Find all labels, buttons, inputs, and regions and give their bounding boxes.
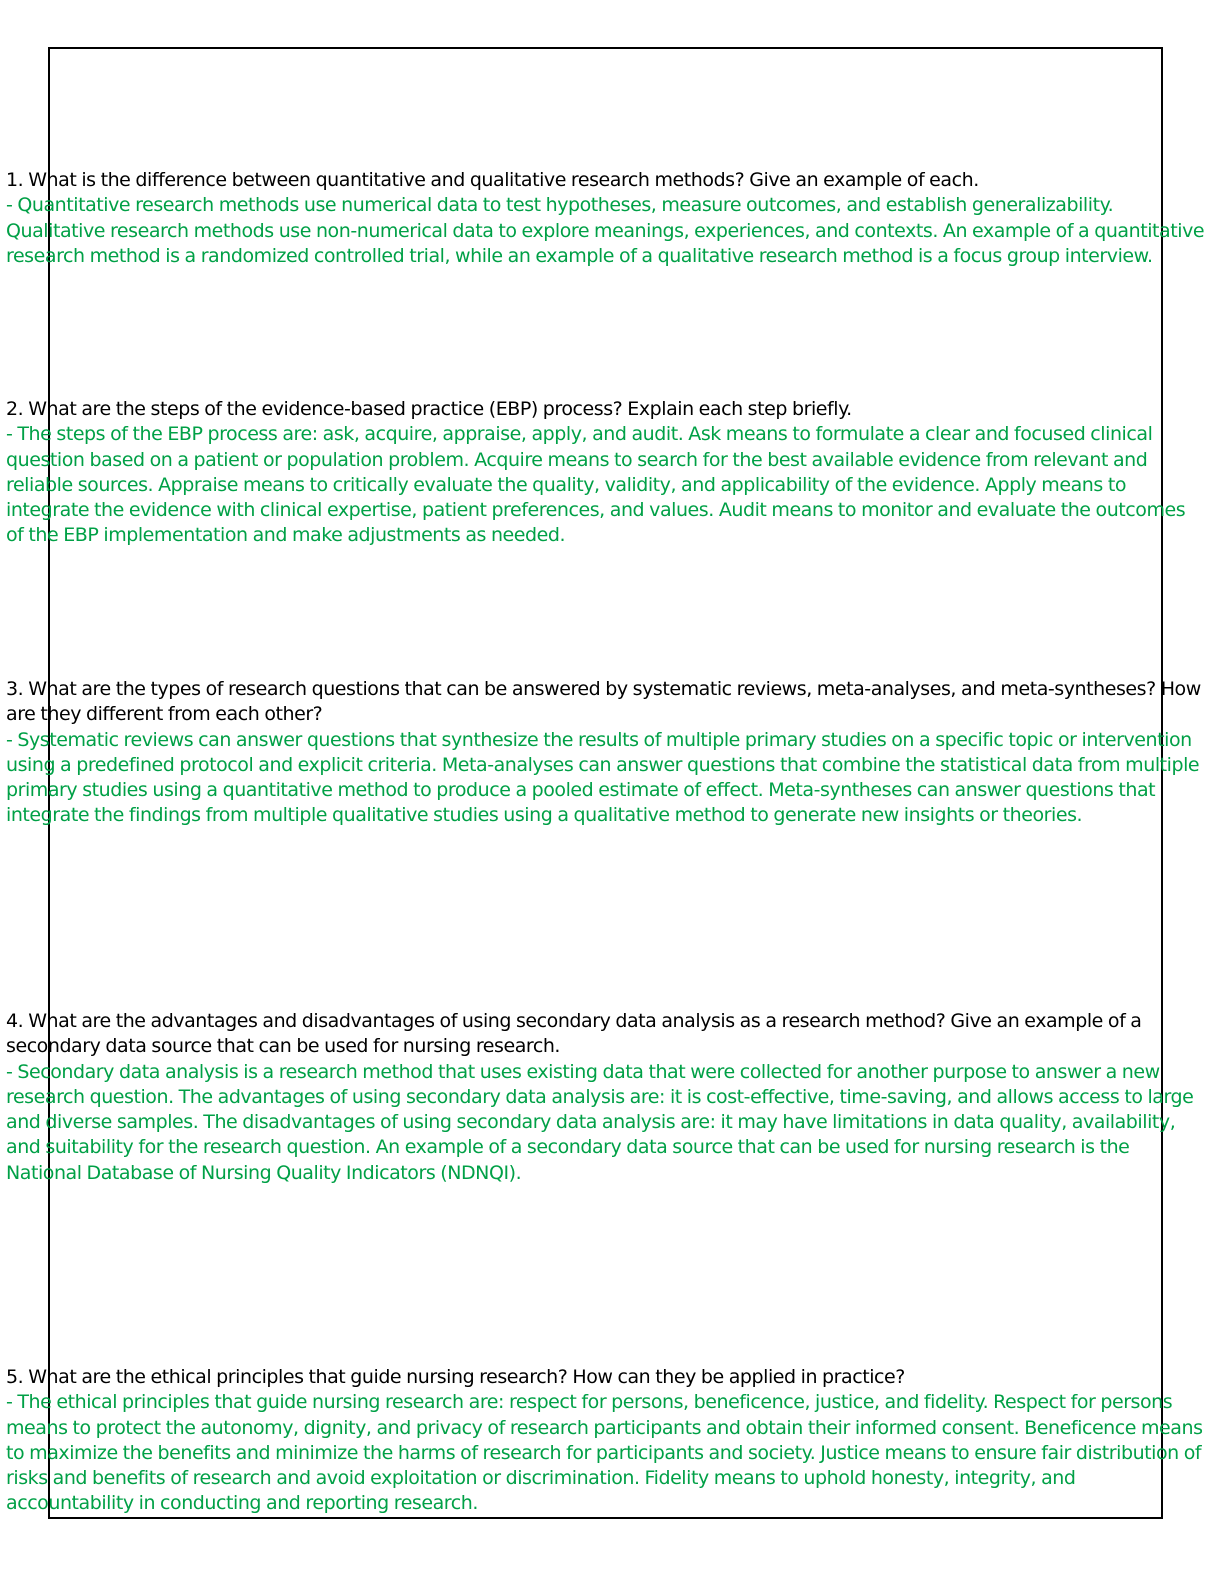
question-2: 2. What are the steps of the evidence-based practice (EBP) process? Explain each step briefly. <box>6 398 852 420</box>
qa-block-2 <box>6 397 1206 549</box>
question-1: 1. What is the difference between quantitative and qualitative research methods? Give an example of each. <box>6 169 979 191</box>
question-4: 4. What are the advantages and disadvantages of using secondary data analysis as a research method? Give an example of a secondary data source that can be used for nursing research. <box>6 1010 1142 1058</box>
answer-2: - The steps of the EBP process are: ask, acquire, appraise, apply, and audit. Ask means to formulate a clear and focused clinical question based on a patient or population problem. Acquire means to search for the best available evidence from relevant and reliable sources. Appraise means to critically evaluate the quality, validity, and applicability of the evidence. Apply means to integrate the evidence with clinical expertise, patient preferences, and values. Audit means to monitor and evaluate the outcomes of the EBP implementation and make adjustments as needed. <box>6 423 1186 547</box>
qa-block-4 <box>6 1009 1206 1186</box>
answer-1: - Quantitative research methods use numerical data to test hypotheses, measure outcomes, and establish generalizability. Qualitative research methods use non-numerical data to explore meanings, experiences, and contexts. An example of a quantitative research method is a randomized controlled trial, while an example of a qualitative research method is a focus group interview. <box>6 194 1205 267</box>
answer-4: - Secondary data analysis is a research method that uses existing data that were collected for another purpose to answer a new research question. The advantages of using secondary data analysis are: it is cost-effective, time-saving, and allows access to large and diverse samples. The disadvantages of using secondary data analysis are: it may have limitations in data quality, availability, and suitability for the research question. An example of a secondary data source that can be used for nursing research is the National Database of Nursing Quality Indicators (NDNQI). <box>6 1060 1194 1184</box>
qa-block-3 <box>6 677 1206 829</box>
question-3: 3. What are the types of research questions that can be answered by systematic reviews, meta-analyses, and meta-syntheses? How are they different from each other? <box>6 678 1201 726</box>
answer-3: - Systematic reviews can answer questions that synthesize the results of multiple primary studies on a specific topic or intervention using a predefined protocol and explicit criteria. Meta-analyses can answer questions that combine the statistical data from multiple primary studies using a quantitative method to produce a pooled estimate of effect. Meta-syntheses can answer questions that integrate the findings from multiple qualitative studies using a qualitative method to generate new insights or theories. <box>6 728 1200 827</box>
qa-block-1 <box>6 168 1206 269</box>
question-5: 5. What are the ethical principles that guide nursing research? How can they be applied in practice? <box>6 1366 905 1388</box>
answer-5: - The ethical principles that guide nursing research are: respect for persons, beneficence, justice, and fidelity. Respect for persons means to protect the autonomy, dignity, and privacy of research participants and obtain their informed consent. Beneficence means to maximize the benefits and minimize the harms of research for participants and society. Justice means to ensure fair distribution of risks and benefits of research and avoid exploitation or discrimination. Fidelity means to uphold honesty, integrity, and accountability in conducting and reporting research. <box>6 1391 1203 1515</box>
qa-block-5 <box>6 1365 1206 1517</box>
